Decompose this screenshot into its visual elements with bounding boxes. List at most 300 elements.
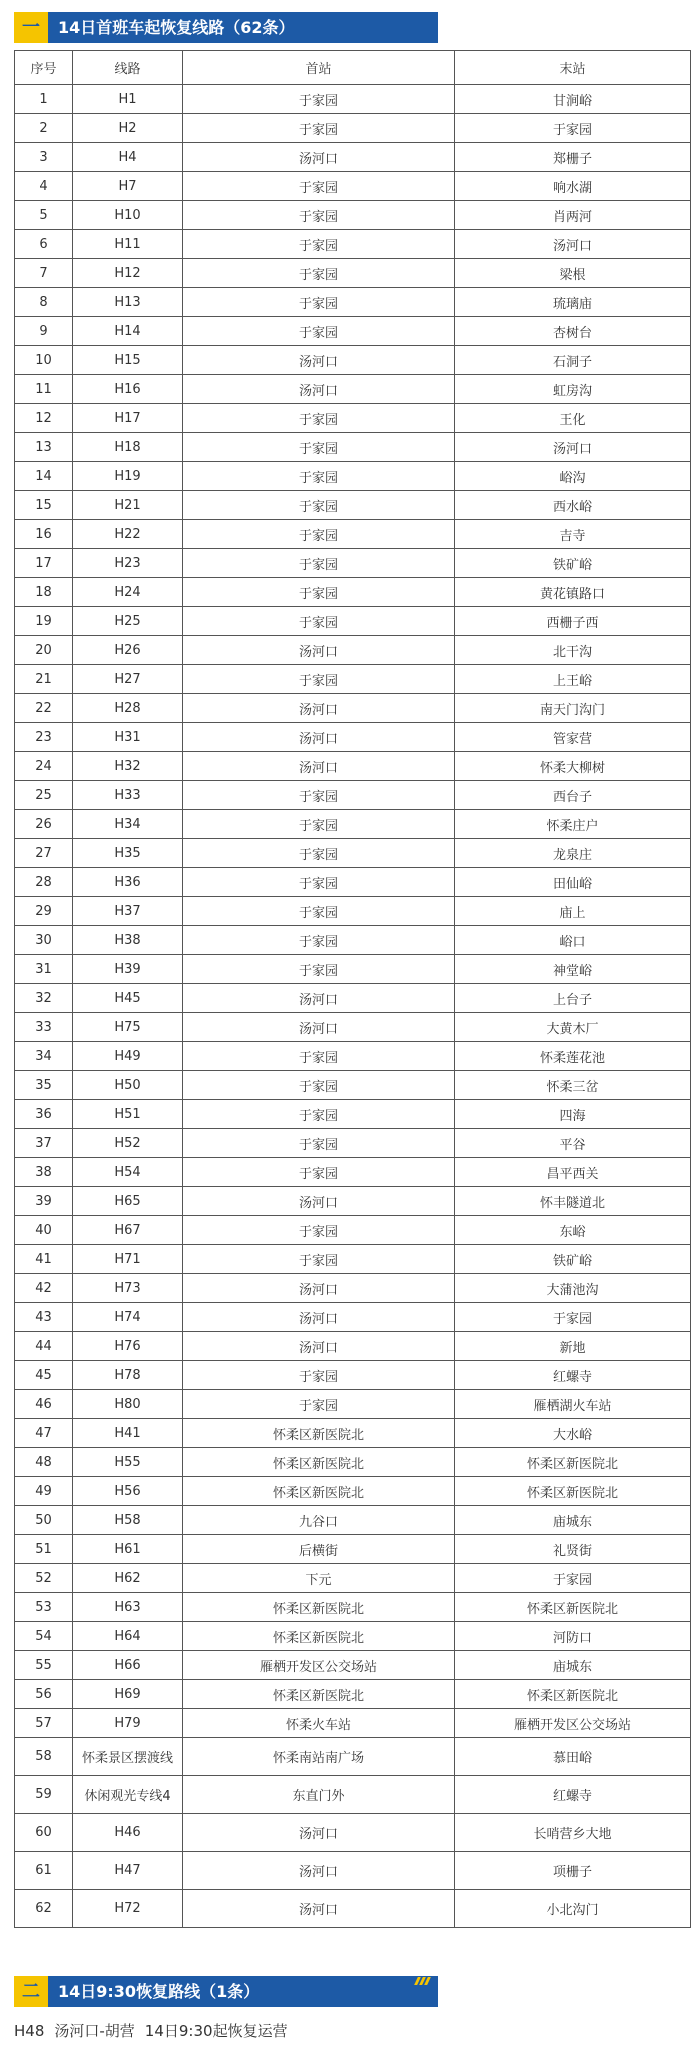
cell-first-station: 于家园: [183, 897, 455, 926]
cell-seq: 57: [15, 1709, 73, 1738]
cell-seq: 23: [15, 723, 73, 752]
table-row: [15, 1332, 691, 1361]
cell-route: H52: [73, 1129, 183, 1158]
cell-last-station: 雁栖开发区公交场站: [455, 1709, 691, 1738]
cell-route: H71: [73, 1245, 183, 1274]
table-row: [15, 723, 691, 752]
cell-seq: 8: [15, 288, 73, 317]
cell-last-station: 项栅子: [455, 1852, 691, 1890]
cell-last-station: 郑栅子: [455, 143, 691, 172]
cell-seq: 40: [15, 1216, 73, 1245]
cell-seq: 42: [15, 1274, 73, 1303]
table-row: [15, 752, 691, 781]
cell-last-station: 庙上: [455, 897, 691, 926]
table-row: [15, 1216, 691, 1245]
cell-first-station: 于家园: [183, 955, 455, 984]
cell-first-station: 下元: [183, 1564, 455, 1593]
cell-route: H21: [73, 491, 183, 520]
cell-route: H69: [73, 1680, 183, 1709]
cell-seq: 33: [15, 1013, 73, 1042]
cell-seq: 12: [15, 404, 73, 433]
cell-first-station: 汤河口: [183, 346, 455, 375]
cell-last-station: 梁根: [455, 259, 691, 288]
cell-seq: 52: [15, 1564, 73, 1593]
cell-seq: 50: [15, 1506, 73, 1535]
cell-last-station: 怀柔莲花池: [455, 1042, 691, 1071]
table-row: [15, 607, 691, 636]
table-row: [15, 1303, 691, 1332]
cell-first-station: 汤河口: [183, 1303, 455, 1332]
section-header-2: [14, 1976, 438, 2007]
cell-first-station: 汤河口: [183, 752, 455, 781]
table-row: [15, 288, 691, 317]
cell-route: H62: [73, 1564, 183, 1593]
cell-first-station: 于家园: [183, 114, 455, 143]
cell-last-station: 东峪: [455, 1216, 691, 1245]
cell-route: 怀柔景区摆渡线: [73, 1738, 183, 1776]
cell-seq: 13: [15, 433, 73, 462]
section-number-badge: 二: [14, 1976, 48, 2007]
cell-seq: 62: [15, 1890, 73, 1928]
table-row: [15, 955, 691, 984]
table-row: [15, 694, 691, 723]
cell-last-station: 大水峪: [455, 1419, 691, 1448]
cell-first-station: 于家园: [183, 259, 455, 288]
cell-first-station: 汤河口: [183, 1814, 455, 1852]
table-row: [15, 868, 691, 897]
cell-seq: 35: [15, 1071, 73, 1100]
cell-seq: 31: [15, 955, 73, 984]
cell-first-station: 汤河口: [183, 1274, 455, 1303]
cell-route: H17: [73, 404, 183, 433]
cell-seq: 45: [15, 1361, 73, 1390]
cell-last-station: 峪沟: [455, 462, 691, 491]
table-row: [15, 201, 691, 230]
table-row: [15, 1419, 691, 1448]
decoration-stripes: [414, 1970, 436, 1978]
table-row: [15, 1852, 691, 1890]
table-row: [15, 578, 691, 607]
cell-last-station: 西栅子西: [455, 607, 691, 636]
cell-seq: 3: [15, 143, 73, 172]
cell-first-station: 汤河口: [183, 1013, 455, 1042]
cell-seq: 32: [15, 984, 73, 1013]
cell-route: H49: [73, 1042, 183, 1071]
cell-seq: 34: [15, 1042, 73, 1071]
cell-last-station: 红螺寺: [455, 1776, 691, 1814]
table-row: [15, 404, 691, 433]
cell-route: H55: [73, 1448, 183, 1477]
cell-seq: 38: [15, 1158, 73, 1187]
cell-first-station: 于家园: [183, 1361, 455, 1390]
cell-first-station: 怀柔区新医院北: [183, 1419, 455, 1448]
section-title: 14日首班车起恢复线路（62条）: [58, 18, 295, 37]
cell-route: H7: [73, 172, 183, 201]
cell-first-station: 于家园: [183, 781, 455, 810]
cell-last-station: 吉寺: [455, 520, 691, 549]
cell-first-station: 汤河口: [183, 1332, 455, 1361]
cell-first-station: 汤河口: [183, 1852, 455, 1890]
cell-first-station: 于家园: [183, 520, 455, 549]
cell-route: H76: [73, 1332, 183, 1361]
table-row: [15, 1593, 691, 1622]
cell-route: H66: [73, 1651, 183, 1680]
cell-first-station: 于家园: [183, 317, 455, 346]
cell-last-station: 庙城东: [455, 1506, 691, 1535]
table-row: [15, 143, 691, 172]
cell-seq: 61: [15, 1852, 73, 1890]
table-row: [15, 1622, 691, 1651]
cell-last-station: 铁矿峪: [455, 1245, 691, 1274]
cell-first-station: 九谷口: [183, 1506, 455, 1535]
cell-seq: 27: [15, 839, 73, 868]
cell-seq: 19: [15, 607, 73, 636]
cell-seq: 29: [15, 897, 73, 926]
cell-first-station: 于家园: [183, 607, 455, 636]
cell-first-station: 怀柔火车站: [183, 1709, 455, 1738]
cell-route: H31: [73, 723, 183, 752]
cell-route: H47: [73, 1852, 183, 1890]
cell-last-station: 上台子: [455, 984, 691, 1013]
cell-last-station: 神堂峪: [455, 955, 691, 984]
cell-last-station: 平谷: [455, 1129, 691, 1158]
cell-first-station: 汤河口: [183, 694, 455, 723]
cell-last-station: 上王峪: [455, 665, 691, 694]
table-row: [15, 317, 691, 346]
cell-first-station: 于家园: [183, 172, 455, 201]
cell-seq: 22: [15, 694, 73, 723]
table-row: [15, 1245, 691, 1274]
cell-first-station: 汤河口: [183, 1890, 455, 1928]
table-row: [15, 1535, 691, 1564]
table-row: [15, 1448, 691, 1477]
cell-route: H16: [73, 375, 183, 404]
cell-first-station: 于家园: [183, 1245, 455, 1274]
cell-last-station: 新地: [455, 1332, 691, 1361]
cell-seq: 47: [15, 1419, 73, 1448]
cell-last-station: 怀柔区新医院北: [455, 1680, 691, 1709]
cell-first-station: 汤河口: [183, 636, 455, 665]
cell-route: H24: [73, 578, 183, 607]
cell-route: H38: [73, 926, 183, 955]
cell-seq: 39: [15, 1187, 73, 1216]
cell-route: H65: [73, 1187, 183, 1216]
cell-last-station: 北干沟: [455, 636, 691, 665]
cell-seq: 28: [15, 868, 73, 897]
cell-last-station: 雁栖湖火车站: [455, 1390, 691, 1419]
cell-seq: 60: [15, 1814, 73, 1852]
cell-last-station: 汤河口: [455, 230, 691, 259]
cell-seq: 44: [15, 1332, 73, 1361]
table-row: [15, 172, 691, 201]
cell-route: H54: [73, 1158, 183, 1187]
cell-seq: 9: [15, 317, 73, 346]
cell-route: H27: [73, 665, 183, 694]
table-row: [15, 1158, 691, 1187]
cell-seq: 11: [15, 375, 73, 404]
cell-last-station: 虹房沟: [455, 375, 691, 404]
cell-first-station: 于家园: [183, 1071, 455, 1100]
table-row: [15, 1187, 691, 1216]
cell-seq: 17: [15, 549, 73, 578]
cell-route: H34: [73, 810, 183, 839]
cell-last-station: 怀柔庄户: [455, 810, 691, 839]
section-title: 14日9:30恢复路线（1条）: [58, 1982, 260, 2001]
cell-seq: 58: [15, 1738, 73, 1776]
cell-route: H19: [73, 462, 183, 491]
table-row: [15, 1506, 691, 1535]
cell-last-station: 杏树台: [455, 317, 691, 346]
cell-route: H58: [73, 1506, 183, 1535]
table-row: [15, 462, 691, 491]
table-row: [15, 1071, 691, 1100]
table-row: [15, 549, 691, 578]
table-row: [15, 433, 691, 462]
cell-route: H64: [73, 1622, 183, 1651]
cell-seq: 51: [15, 1535, 73, 1564]
cell-seq: 14: [15, 462, 73, 491]
cell-seq: 54: [15, 1622, 73, 1651]
cell-route: H25: [73, 607, 183, 636]
cell-route: H72: [73, 1890, 183, 1928]
cell-seq: 2: [15, 114, 73, 143]
section-number-badge: 一: [14, 12, 48, 43]
cell-last-station: 红螺寺: [455, 1361, 691, 1390]
cell-last-station: 南天门沟门: [455, 694, 691, 723]
cell-route: H10: [73, 201, 183, 230]
cell-first-station: 于家园: [183, 1129, 455, 1158]
table-row: [15, 1013, 691, 1042]
cell-first-station: 于家园: [183, 404, 455, 433]
cell-route: H46: [73, 1814, 183, 1852]
cell-route: H80: [73, 1390, 183, 1419]
cell-last-station: 琉璃庙: [455, 288, 691, 317]
cell-seq: 26: [15, 810, 73, 839]
table-row: [15, 1738, 691, 1776]
table-row: [15, 1564, 691, 1593]
cell-first-station: 于家园: [183, 1158, 455, 1187]
table-row: [15, 375, 691, 404]
cell-seq: 6: [15, 230, 73, 259]
cell-last-station: 铁矿峪: [455, 549, 691, 578]
cell-seq: 24: [15, 752, 73, 781]
cell-route: H56: [73, 1477, 183, 1506]
route-table: [14, 50, 691, 1928]
cell-last-station: 怀柔三岔: [455, 1071, 691, 1100]
cell-seq: 21: [15, 665, 73, 694]
cell-route: H26: [73, 636, 183, 665]
cell-first-station: 于家园: [183, 926, 455, 955]
cell-first-station: 于家园: [183, 868, 455, 897]
cell-route: H28: [73, 694, 183, 723]
cell-route: H37: [73, 897, 183, 926]
cell-first-station: 于家园: [183, 230, 455, 259]
cell-route: H67: [73, 1216, 183, 1245]
cell-route: H74: [73, 1303, 183, 1332]
cell-first-station: 于家园: [183, 85, 455, 114]
cell-seq: 37: [15, 1129, 73, 1158]
table-row: [15, 491, 691, 520]
cell-last-station: 四海: [455, 1100, 691, 1129]
cell-first-station: 于家园: [183, 839, 455, 868]
cell-seq: 43: [15, 1303, 73, 1332]
cell-seq: 20: [15, 636, 73, 665]
header-route: 线路: [73, 51, 183, 85]
cell-seq: 49: [15, 1477, 73, 1506]
header-last-station: 末站: [455, 51, 691, 85]
cell-route: H33: [73, 781, 183, 810]
cell-seq: 25: [15, 781, 73, 810]
cell-last-station: 龙泉庄: [455, 839, 691, 868]
cell-seq: 56: [15, 1680, 73, 1709]
cell-first-station: 于家园: [183, 1216, 455, 1245]
table-row: [15, 1100, 691, 1129]
header-seq: 序号: [15, 51, 73, 85]
table-row: [15, 810, 691, 839]
cell-route: H73: [73, 1274, 183, 1303]
cell-route: H39: [73, 955, 183, 984]
cell-seq: 46: [15, 1390, 73, 1419]
table-header-row: [15, 51, 691, 85]
table-row: [15, 1361, 691, 1390]
cell-route: H13: [73, 288, 183, 317]
table-row: [15, 839, 691, 868]
cell-route: H22: [73, 520, 183, 549]
table-row: [15, 897, 691, 926]
cell-seq: 7: [15, 259, 73, 288]
cell-route: H18: [73, 433, 183, 462]
cell-seq: 10: [15, 346, 73, 375]
cell-last-station: 西水峪: [455, 491, 691, 520]
cell-last-station: 小北沟门: [455, 1890, 691, 1928]
cell-first-station: 怀柔南站南广场: [183, 1738, 455, 1776]
cell-first-station: 于家园: [183, 288, 455, 317]
cell-first-station: 怀柔区新医院北: [183, 1680, 455, 1709]
cell-route: H45: [73, 984, 183, 1013]
cell-last-station: 西台子: [455, 781, 691, 810]
cell-seq: 53: [15, 1593, 73, 1622]
table-row: [15, 1129, 691, 1158]
cell-last-station: 响水湖: [455, 172, 691, 201]
cell-seq: 18: [15, 578, 73, 607]
cell-first-station: 后横街: [183, 1535, 455, 1564]
cell-first-station: 于家园: [183, 491, 455, 520]
cell-last-station: 石洞子: [455, 346, 691, 375]
table-row: [15, 1274, 691, 1303]
cell-last-station: 慕田峪: [455, 1738, 691, 1776]
cell-last-station: 肖两河: [455, 201, 691, 230]
cell-last-station: 怀柔区新医院北: [455, 1448, 691, 1477]
table-row: [15, 1776, 691, 1814]
cell-route: H36: [73, 868, 183, 897]
header-first-station: 首站: [183, 51, 455, 85]
table-row: [15, 520, 691, 549]
cell-route: H32: [73, 752, 183, 781]
cell-seq: 16: [15, 520, 73, 549]
cell-last-station: 河防口: [455, 1622, 691, 1651]
table-row: [15, 1680, 691, 1709]
cell-route: H4: [73, 143, 183, 172]
cell-route: H79: [73, 1709, 183, 1738]
cell-last-station: 于家园: [455, 1564, 691, 1593]
cell-seq: 48: [15, 1448, 73, 1477]
table-row: [15, 1042, 691, 1071]
cell-first-station: 于家园: [183, 810, 455, 839]
table-row: [15, 114, 691, 143]
cell-first-station: 于家园: [183, 549, 455, 578]
cell-last-station: 昌平西关: [455, 1158, 691, 1187]
cell-first-station: 于家园: [183, 1390, 455, 1419]
table-row: [15, 1709, 691, 1738]
cell-last-station: 管家营: [455, 723, 691, 752]
cell-first-station: 于家园: [183, 578, 455, 607]
cell-route: H12: [73, 259, 183, 288]
table-row: [15, 984, 691, 1013]
cell-last-station: 怀丰隧道北: [455, 1187, 691, 1216]
cell-last-station: 礼贤街: [455, 1535, 691, 1564]
cell-last-station: 庙城东: [455, 1651, 691, 1680]
cell-seq: 30: [15, 926, 73, 955]
cell-route: H61: [73, 1535, 183, 1564]
cell-first-station: 于家园: [183, 1100, 455, 1129]
cell-last-station: 怀柔区新医院北: [455, 1477, 691, 1506]
cell-seq: 59: [15, 1776, 73, 1814]
cell-route: H35: [73, 839, 183, 868]
cell-seq: 1: [15, 85, 73, 114]
cell-last-station: 甘涧峪: [455, 85, 691, 114]
cell-last-station: 大黄木厂: [455, 1013, 691, 1042]
table-row: [15, 1890, 691, 1928]
cell-route: H78: [73, 1361, 183, 1390]
cell-seq: 41: [15, 1245, 73, 1274]
note-stations: 汤河口-胡营: [54, 2022, 135, 2040]
resume-note: [14, 2020, 298, 2041]
table-row: [15, 636, 691, 665]
cell-first-station: 于家园: [183, 201, 455, 230]
table-row: [15, 781, 691, 810]
cell-last-station: 于家园: [455, 1303, 691, 1332]
cell-last-station: 怀柔大柳树: [455, 752, 691, 781]
cell-first-station: 于家园: [183, 462, 455, 491]
cell-first-station: 东直门外: [183, 1776, 455, 1814]
table-row: [15, 1814, 691, 1852]
cell-first-station: 怀柔区新医院北: [183, 1477, 455, 1506]
cell-route: H23: [73, 549, 183, 578]
table-row: [15, 665, 691, 694]
cell-route: H63: [73, 1593, 183, 1622]
cell-route: 休闲观光专线4: [73, 1776, 183, 1814]
cell-last-station: 黄花镇路口: [455, 578, 691, 607]
table-row: [15, 926, 691, 955]
table-row: [15, 346, 691, 375]
cell-first-station: 汤河口: [183, 984, 455, 1013]
cell-last-station: 田仙峪: [455, 868, 691, 897]
cell-route: H51: [73, 1100, 183, 1129]
cell-seq: 55: [15, 1651, 73, 1680]
cell-first-station: 于家园: [183, 665, 455, 694]
cell-route: H75: [73, 1013, 183, 1042]
cell-first-station: 汤河口: [183, 143, 455, 172]
cell-last-station: 大蒲池沟: [455, 1274, 691, 1303]
table-body: [15, 85, 691, 1928]
section-header-1: [14, 12, 438, 43]
cell-first-station: 于家园: [183, 1042, 455, 1071]
cell-last-station: 于家园: [455, 114, 691, 143]
cell-seq: 15: [15, 491, 73, 520]
cell-last-station: 王化: [455, 404, 691, 433]
cell-route: H2: [73, 114, 183, 143]
note-route: H48: [14, 2022, 45, 2040]
